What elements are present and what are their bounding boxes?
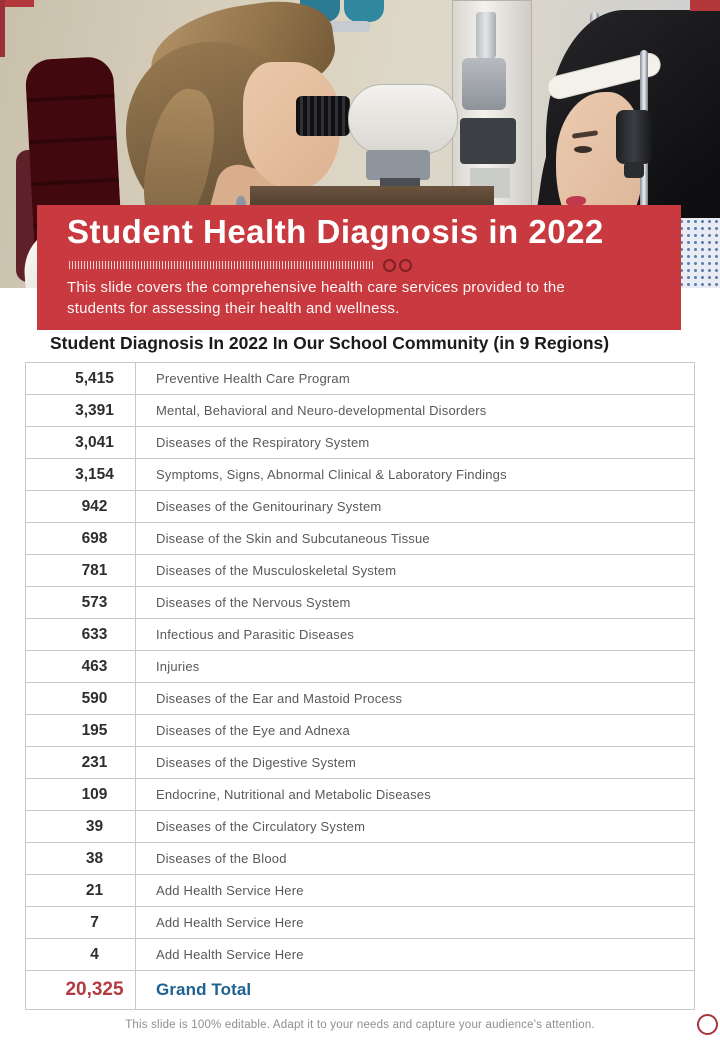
row-value: 463: [26, 651, 136, 682]
footer-note: This slide is 100% editable. Adapt it to your needs and capture your audience's attention.: [125, 1019, 595, 1031]
row-value: 633: [26, 619, 136, 650]
frame-edge-left: [0, 0, 5, 57]
grand-total-value: 20,325: [26, 971, 136, 1009]
ring-decoration-icon: [383, 259, 396, 272]
row-label: Diseases of the Nervous System: [156, 595, 351, 610]
table-row: [26, 427, 694, 459]
row-label: Injuries: [156, 659, 200, 674]
row-value: 4: [26, 939, 136, 970]
row-value: 231: [26, 747, 136, 778]
table-row: [26, 523, 694, 555]
row-label: Diseases of the Musculoskeletal System: [156, 563, 397, 578]
row-value: 38: [26, 843, 136, 874]
row-label: Diseases of the Circulatory System: [156, 819, 366, 834]
barcode-decoration: [69, 261, 374, 269]
photo-slitlamp-knob: [616, 110, 652, 164]
row-value: 573: [26, 587, 136, 618]
row-value: 942: [26, 491, 136, 522]
row-label: Diseases of the Ear and Mastoid Process: [156, 691, 403, 706]
row-label: Diseases of the Genitourinary System: [156, 499, 382, 514]
row-label: Preventive Health Care Program: [156, 371, 350, 386]
slide-title: Student Health Diagnosis in 2022: [67, 213, 604, 250]
table-rows-container: [26, 363, 694, 971]
red-ring-icon: [697, 1014, 718, 1035]
row-label: Add Health Service Here: [156, 947, 304, 962]
table-row: [26, 363, 694, 395]
table-row: [26, 843, 694, 875]
row-value: 39: [26, 811, 136, 842]
table-row: [26, 715, 694, 747]
row-label: Add Health Service Here: [156, 883, 304, 898]
row-value: 3,154: [26, 459, 136, 490]
photo-equipment-screw: [476, 12, 496, 58]
photo-slitlamp-eyepiece: [296, 96, 350, 136]
grand-total-row: [26, 971, 694, 1009]
row-value: 5,415: [26, 363, 136, 394]
photo-microscope-head-right: [344, 0, 384, 22]
row-label: Symptoms, Signs, Abnormal Clinical & Laboratory Findings: [156, 467, 507, 482]
row-label: Diseases of the Digestive System: [156, 755, 357, 770]
photo-equipment-block: [460, 118, 516, 164]
row-label: Diseases of the Blood: [156, 851, 287, 866]
row-label: Mental, Behavioral and Neuro-developmental Disorders: [156, 403, 487, 418]
table-row: [26, 779, 694, 811]
title-banner: [37, 205, 681, 330]
row-label: Infectious and Parasitic Diseases: [156, 627, 355, 642]
table-row: [26, 587, 694, 619]
row-label: Diseases of the Respiratory System: [156, 435, 370, 450]
ring-decoration-icon: [399, 259, 412, 272]
table-row: [26, 683, 694, 715]
photo-slitlamp-mount: [366, 150, 430, 180]
table-row: [26, 907, 694, 939]
table-row: [26, 875, 694, 907]
table-row: [26, 747, 694, 779]
table-row: [26, 395, 694, 427]
row-value: 781: [26, 555, 136, 586]
frame-corner-top-right: [690, 0, 720, 11]
row-label: Endocrine, Nutritional and Metabolic Diseases: [156, 787, 431, 802]
row-value: 7: [26, 907, 136, 938]
row-label: Disease of the Skin and Subcutaneous Tissue: [156, 531, 430, 546]
row-value: 109: [26, 779, 136, 810]
slide-subtitle: This slide covers the comprehensive health care services provided to the students for assessing their health and wellness.: [67, 279, 565, 317]
grand-total-label: Grand Total: [156, 980, 252, 999]
row-value: 590: [26, 683, 136, 714]
frame-corner-top-left: [0, 0, 34, 7]
row-label: Diseases of the Eye and Adnexa: [156, 723, 350, 738]
table-row: [26, 491, 694, 523]
photo-equipment-knob: [462, 58, 506, 110]
table-row: [26, 811, 694, 843]
table-heading: Student Diagnosis In 2022 In Our School Community (in 9 Regions): [50, 333, 610, 353]
photo-slitlamp-knob-tip: [624, 162, 644, 178]
table-row: [26, 555, 694, 587]
row-label: Add Health Service Here: [156, 915, 304, 930]
table-row: [26, 619, 694, 651]
photo-patient-eye: [574, 146, 592, 153]
row-value: 3,041: [26, 427, 136, 458]
row-value: 698: [26, 523, 136, 554]
row-value: 3,391: [26, 395, 136, 426]
table-row: [26, 651, 694, 683]
table-row: [26, 459, 694, 491]
photo-slitlamp-body: [348, 84, 458, 154]
row-value: 195: [26, 715, 136, 746]
table-row: [26, 939, 694, 971]
diagnosis-table: [25, 362, 695, 1010]
row-value: 21: [26, 875, 136, 906]
